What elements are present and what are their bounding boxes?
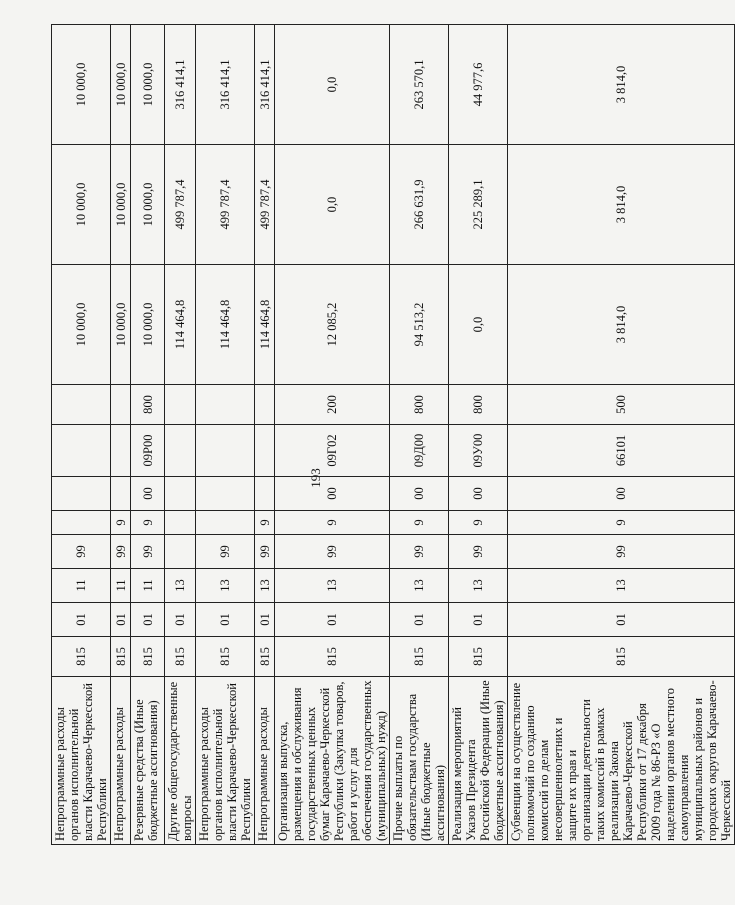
table-row — [165, 25, 196, 845]
cell-y2024: 0,0 — [275, 25, 390, 145]
cell-y2024: 10 000,0 — [131, 25, 165, 145]
cell-program — [165, 535, 196, 569]
cell-y2024: 10 000,0 — [52, 25, 111, 145]
cell-expense-type — [111, 385, 131, 425]
cell-y2024: 263 570,1 — [390, 25, 449, 145]
cell-direction — [165, 425, 196, 477]
cell-section: 01 — [449, 603, 508, 637]
cell-program: 99 — [275, 535, 390, 569]
cell-subprogram: 9 — [131, 511, 165, 535]
table-row — [508, 25, 735, 845]
cell-program: 99 — [508, 535, 735, 569]
cell-section: 01 — [275, 603, 390, 637]
cell-subsection: 13 — [390, 569, 449, 603]
table-row — [52, 25, 111, 845]
cell-name: Непрограммные расходы — [111, 677, 131, 845]
cell-y2022: 94 513,2 — [390, 265, 449, 385]
cell-subsection: 13 — [255, 569, 275, 603]
cell-ministry: 815 — [52, 637, 111, 677]
cell-y2023: 225 289,1 — [449, 145, 508, 265]
cell-direction: 66101 — [508, 425, 735, 477]
cell-expense-type — [196, 385, 255, 425]
cell-main-event — [111, 477, 131, 511]
cell-y2023: 499 787,4 — [255, 145, 275, 265]
cell-y2022: 114 464,8 — [255, 265, 275, 385]
cell-subsection: 11 — [111, 569, 131, 603]
cell-expense-type: 800 — [131, 385, 165, 425]
cell-direction — [52, 425, 111, 477]
cell-main-event: 00 — [390, 477, 449, 511]
cell-subsection: 13 — [165, 569, 196, 603]
cell-program: 99 — [196, 535, 255, 569]
table-row — [111, 25, 131, 845]
table-row — [275, 25, 390, 845]
cell-ministry: 815 — [449, 637, 508, 677]
cell-program: 99 — [52, 535, 111, 569]
cell-program: 99 — [111, 535, 131, 569]
cell-main-event: 00 — [449, 477, 508, 511]
cell-subsection: 13 — [275, 569, 390, 603]
table-row — [131, 25, 165, 845]
cell-ministry: 815 — [131, 637, 165, 677]
cell-program: 99 — [390, 535, 449, 569]
cell-section: 01 — [390, 603, 449, 637]
cell-y2023: 10 000,0 — [52, 145, 111, 265]
cell-y2022: 114 464,8 — [165, 265, 196, 385]
cell-program: 99 — [131, 535, 165, 569]
cell-subprogram: 9 — [390, 511, 449, 535]
cell-subprogram: 9 — [508, 511, 735, 535]
cell-section: 01 — [508, 603, 735, 637]
cell-subprogram: 9 — [111, 511, 131, 535]
cell-y2023: 10 000,0 — [111, 145, 131, 265]
cell-ministry: 815 — [165, 637, 196, 677]
cell-expense-type: 500 — [508, 385, 735, 425]
cell-y2024: 44 977,6 — [449, 25, 508, 145]
cell-section: 01 — [255, 603, 275, 637]
cell-y2022: 3 814,0 — [508, 265, 735, 385]
table-row — [390, 25, 449, 845]
cell-section: 01 — [196, 603, 255, 637]
rotated-page — [51, 25, 733, 845]
cell-section: 01 — [111, 603, 131, 637]
cell-main-event — [165, 477, 196, 511]
cell-y2024: 316 414,1 — [255, 25, 275, 145]
cell-y2023: 0,0 — [275, 145, 390, 265]
cell-name: Другие общегосударственные вопросы — [165, 677, 196, 845]
cell-direction — [196, 425, 255, 477]
cell-main-event: 00 — [131, 477, 165, 511]
table-row — [196, 25, 255, 845]
cell-main-event — [255, 477, 275, 511]
cell-y2022: 12 085,2 — [275, 265, 390, 385]
cell-y2023: 266 631,9 — [390, 145, 449, 265]
cell-expense-type — [165, 385, 196, 425]
cell-main-event: 00 — [508, 477, 735, 511]
cell-name: Непрограммные расходы органов исполнительной власти Карачаево-Черкесской Республики — [52, 677, 111, 845]
cell-y2023: 499 787,4 — [165, 145, 196, 265]
cell-ministry: 815 — [390, 637, 449, 677]
cell-expense-type: 800 — [390, 385, 449, 425]
cell-main-event — [196, 477, 255, 511]
cell-program: 99 — [449, 535, 508, 569]
cell-expense-type — [52, 385, 111, 425]
page-number: 193 — [307, 468, 323, 488]
cell-direction: 09Р00 — [131, 425, 165, 477]
cell-subprogram: 9 — [255, 511, 275, 535]
cell-y2022: 0,0 — [449, 265, 508, 385]
cell-main-event — [52, 477, 111, 511]
cell-direction: 09У00 — [449, 425, 508, 477]
cell-subprogram: 9 — [275, 511, 390, 535]
cell-ministry: 815 — [508, 637, 735, 677]
cell-subsection: 13 — [508, 569, 735, 603]
cell-y2022: 10 000,0 — [131, 265, 165, 385]
cell-y2022: 114 464,8 — [196, 265, 255, 385]
table-body — [52, 25, 735, 845]
cell-subsection: 13 — [449, 569, 508, 603]
cell-name: Прочие выплаты по обязательствам государства (Иные бюджетные ассигнования) — [390, 677, 449, 845]
budget-table — [51, 24, 735, 845]
cell-subprogram — [52, 511, 111, 535]
cell-ministry: 815 — [275, 637, 390, 677]
cell-subsection: 13 — [196, 569, 255, 603]
cell-subsection: 11 — [131, 569, 165, 603]
cell-ministry: 815 — [111, 637, 131, 677]
cell-expense-type: 200 — [275, 385, 390, 425]
cell-name: Резервные средства (Иные бюджетные ассигнования) — [131, 677, 165, 845]
cell-y2024: 316 414,1 — [196, 25, 255, 145]
cell-section: 01 — [165, 603, 196, 637]
cell-subsection: 11 — [52, 569, 111, 603]
table-row — [255, 25, 275, 845]
cell-section: 01 — [52, 603, 111, 637]
cell-main-event: 00 — [275, 477, 390, 511]
cell-y2024: 10 000,0 — [111, 25, 131, 145]
cell-direction — [111, 425, 131, 477]
cell-y2024: 316 414,1 — [165, 25, 196, 145]
cell-direction — [255, 425, 275, 477]
cell-subprogram: 9 — [449, 511, 508, 535]
cell-expense-type: 800 — [449, 385, 508, 425]
cell-direction: 09Г02 — [275, 425, 390, 477]
cell-name: Непрограммные расходы — [255, 677, 275, 845]
cell-ministry: 815 — [255, 637, 275, 677]
cell-program: 99 — [255, 535, 275, 569]
cell-direction: 09Д00 — [390, 425, 449, 477]
cell-subprogram — [165, 511, 196, 535]
cell-expense-type — [255, 385, 275, 425]
cell-ministry: 815 — [196, 637, 255, 677]
cell-section: 01 — [131, 603, 165, 637]
cell-y2024: 3 814,0 — [508, 25, 735, 145]
cell-y2023: 3 814,0 — [508, 145, 735, 265]
table-row — [449, 25, 508, 845]
cell-name: Непрограммные расходы органов исполнительной власти Карачаево-Черкесской Республики — [196, 677, 255, 845]
cell-subprogram — [196, 511, 255, 535]
cell-name: Субвенции на осуществление полномочий по созданию комиссий по делам несовершеннолетних и защите их прав и организации деятельности таких комиссий в рамках реализации Закона Карачаево-Черкесской Республики от 17 декабря 2009 года № 86-РЗ «О наделении органов местного самоуправления муниципальных районов и городских округов Карачаево-Черкесской — [508, 677, 735, 845]
cell-name: Организация выпуска, размещения и обслуживания государственных ценных бумаг Карачаево-Черкесской Республики (Закупка товаров, работ и услуг для обеспечения государственных (муниципальных) нужд) — [275, 677, 390, 845]
cell-y2022: 10 000,0 — [52, 265, 111, 385]
cell-y2022: 10 000,0 — [111, 265, 131, 385]
cell-name: Реализация мероприятий Указов Президента Российской Федерации (Иные бюджетные ассигнования) — [449, 677, 508, 845]
cell-y2023: 10 000,0 — [131, 145, 165, 265]
cell-y2023: 499 787,4 — [196, 145, 255, 265]
